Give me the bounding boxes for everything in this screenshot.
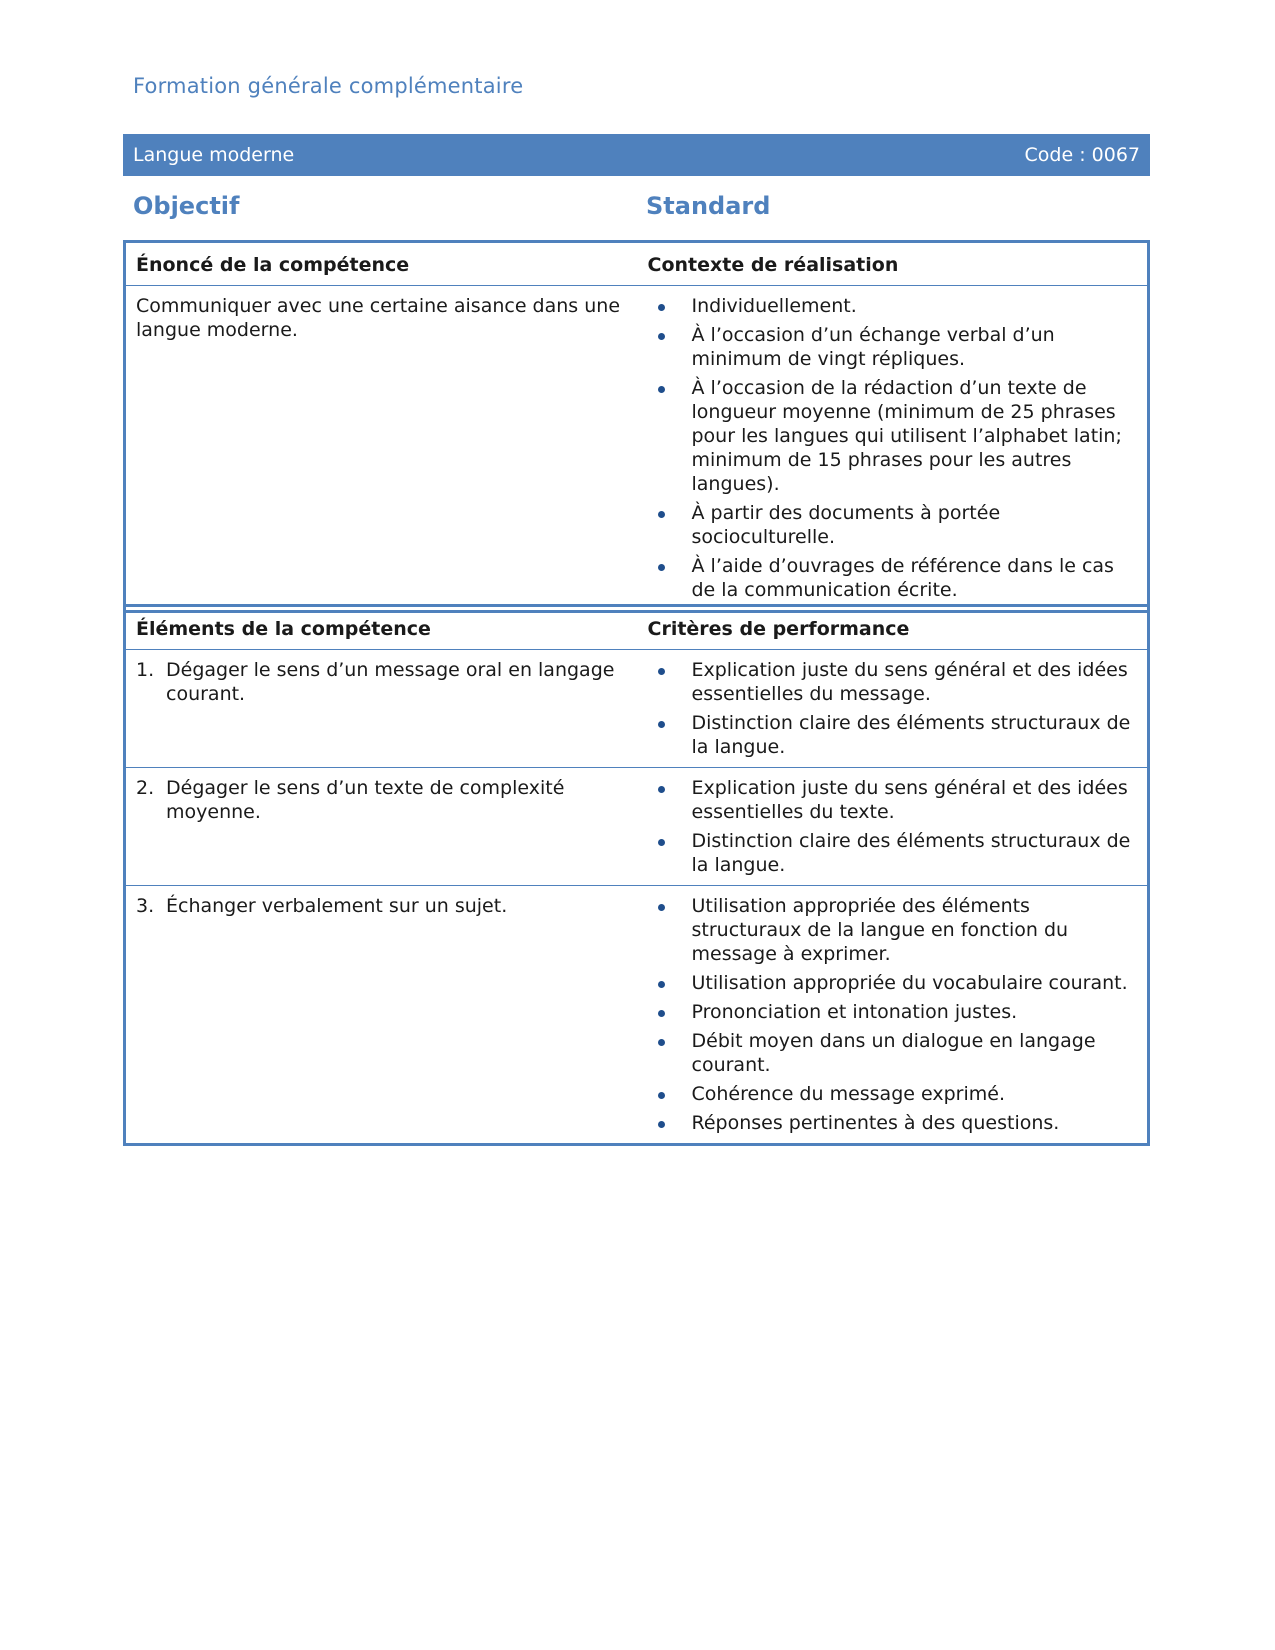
criteria-cell: [638, 886, 1149, 1145]
list-item: Réponses pertinentes à des questions.: [648, 1111, 1138, 1135]
bullet-icon: [658, 564, 665, 571]
element-text: Dégager le sens d’un texte de complexité moyenne.: [166, 777, 565, 823]
bullet-icon: [658, 668, 665, 675]
element-number: 2.: [136, 777, 155, 799]
bullet-icon: [658, 786, 665, 793]
criteria-list: [648, 894, 1138, 1135]
list-item: Prononciation et intonation justes.: [648, 1000, 1138, 1024]
bullet-icon: [658, 1039, 665, 1046]
bullet-icon: [658, 721, 665, 728]
criteria-cell: [638, 650, 1149, 768]
table-header-row: [125, 606, 1149, 650]
standard-heading: Standard: [646, 192, 771, 220]
criteria-list: [648, 776, 1138, 877]
table-row: [125, 768, 1149, 886]
element-number: 1.: [136, 659, 155, 681]
bullet-icon: [658, 1092, 665, 1099]
element-cell: [125, 886, 638, 1145]
list-item: Utilisation appropriée des éléments structuraux de la langue en fonction du message à exprimer.: [648, 894, 1138, 966]
element-text: Échanger verbalement sur un sujet.: [166, 895, 508, 917]
list-item: Utilisation appropriée du vocabulaire courant.: [648, 971, 1138, 995]
competence-statement: Communiquer avec une certaine aisance dans une langue moderne.: [136, 295, 621, 341]
bullet-icon: [658, 904, 665, 911]
bullet-icon: [658, 1010, 665, 1017]
bullet-icon: [658, 511, 665, 518]
list-item: Explication juste du sens général et des idées essentielles du texte.: [648, 776, 1138, 824]
element-number: 3.: [136, 895, 155, 917]
column-header-criteria: Critères de performance: [638, 606, 1149, 650]
course-code: Code : 0067: [1024, 144, 1140, 166]
list-item: Cohérence du message exprimé.: [648, 1082, 1138, 1106]
course-name: Langue moderne: [133, 144, 295, 166]
page-title: Formation générale complémentaire: [133, 74, 524, 98]
section-headings: [133, 192, 1143, 222]
course-header-bar: [123, 134, 1150, 176]
list-item: Individuellement.: [648, 294, 1138, 318]
column-header-context: Contexte de réalisation: [638, 242, 1149, 286]
bullet-icon: [658, 981, 665, 988]
element-cell: [125, 650, 638, 768]
bullet-icon: [658, 333, 665, 340]
table-row: [125, 650, 1149, 768]
list-item: Explication juste du sens général et des idées essentielles du message.: [648, 658, 1138, 706]
list-item: À l’occasion d’un échange verbal d’un minimum de vingt répliques.: [648, 323, 1138, 371]
bullet-icon: [658, 839, 665, 846]
bullet-icon: [658, 304, 665, 311]
bullet-icon: [658, 386, 665, 393]
column-header-statement: Énoncé de la compétence: [125, 242, 638, 286]
table-header-row: [125, 242, 1149, 286]
context-cell: [638, 286, 1149, 612]
bullet-icon: [658, 1121, 665, 1128]
criteria-list: [648, 658, 1138, 759]
list-item: Débit moyen dans un dialogue en langage courant.: [648, 1029, 1138, 1077]
column-header-elements: Éléments de la compétence: [125, 606, 638, 650]
context-list: [648, 294, 1138, 602]
competence-statement-table: [123, 240, 1150, 613]
list-item: À l’occasion de la rédaction d’un texte de longueur moyenne (minimum de 25 phrases pour les langues qui utilisent l’alphabet latin; minimum de 15 phrases pour les autres langues).: [648, 376, 1138, 496]
table-row: [125, 886, 1149, 1145]
element-text: Dégager le sens d’un message oral en langage courant.: [166, 659, 615, 705]
competence-elements-table: [123, 604, 1150, 1146]
criteria-cell: [638, 768, 1149, 886]
list-item: Distinction claire des éléments structuraux de la langue.: [648, 711, 1138, 759]
table-row: [125, 286, 1149, 612]
list-item: À partir des documents à portée socioculturelle.: [648, 501, 1138, 549]
objectif-heading: Objectif: [133, 192, 240, 220]
list-item: À l’aide d’ouvrages de référence dans le cas de la communication écrite.: [648, 554, 1138, 602]
list-item: Distinction claire des éléments structuraux de la langue.: [648, 829, 1138, 877]
element-cell: [125, 768, 638, 886]
